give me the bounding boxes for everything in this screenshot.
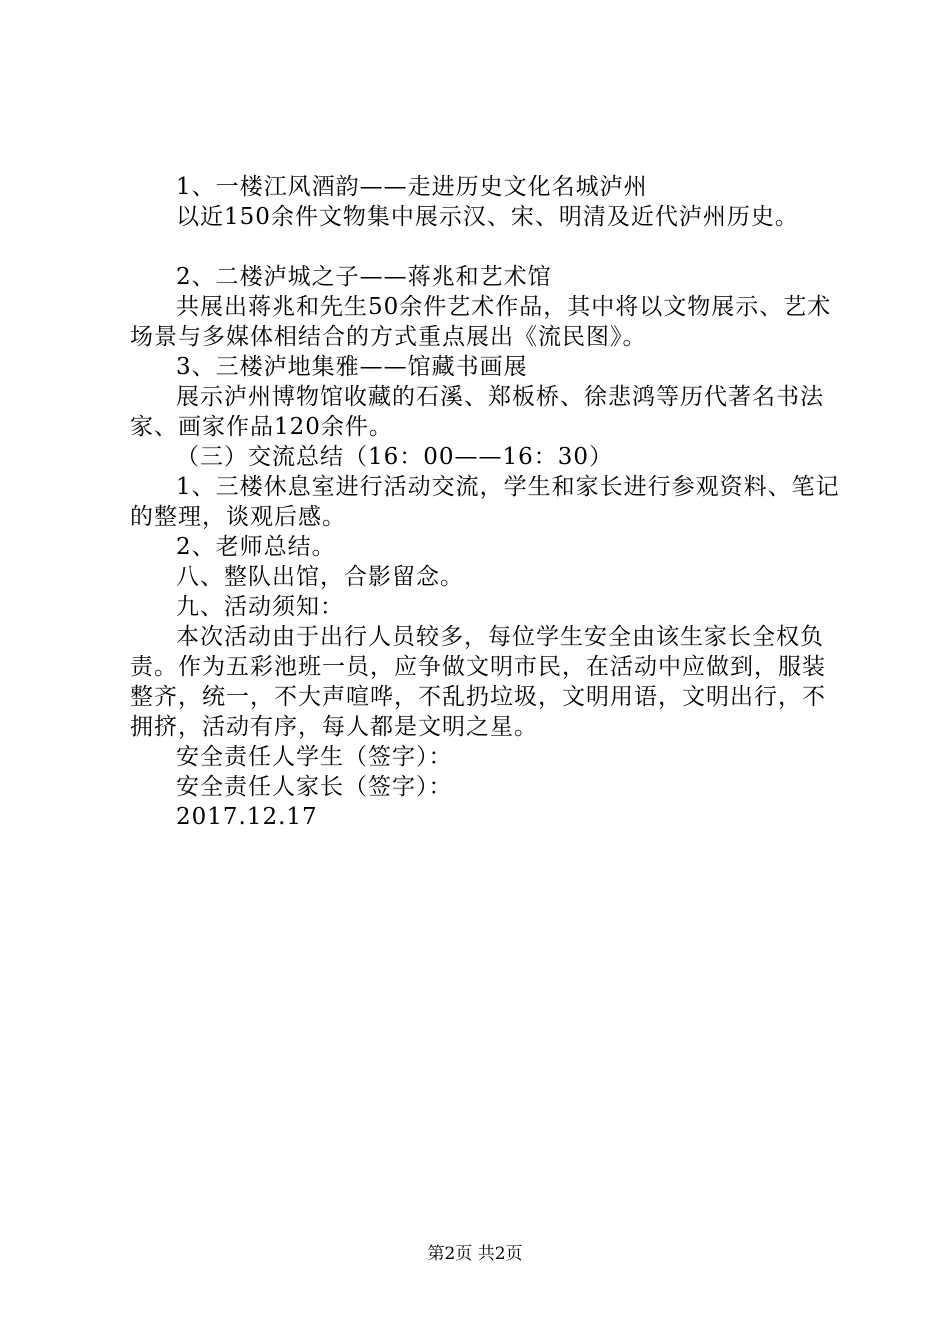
section-heading-floor-3: 3、三楼泸地集雅——馆藏书画展 (176, 354, 528, 380)
paragraph-floor-3-description: 展示泸州博物馆收藏的石溪、郑板桥、徐悲鸿等历代著名书法家、画家作品120余件。 (130, 384, 824, 440)
paragraph-activity-notice: 本次活动由于出行人员较多，每位学生安全由该生家长全权负责。作为五彩池班一员，应争做文明市民，在活动中应做到，服装整齐，统一，不大声喧哗，不乱扔垃圾，文明用语，文明出行，不拥挤，活动有序，每人都是文明之星。 (130, 624, 826, 740)
section-heading-floor-1: 1、一楼江风酒韵——走进历史文化名城泸州 (176, 174, 648, 200)
section-heading-eight: 八、整队出馆，合影留念。 (176, 564, 464, 590)
section-heading-floor-2: 2、二楼泸城之子——蒋兆和艺术馆 (176, 264, 552, 290)
paragraph-exchange-item-2: 2、老师总结。 (176, 534, 336, 560)
section-heading-exchange-summary: （三）交流总结（16：00——16：30） (176, 444, 614, 470)
parent-signature-line: 安全责任人家长（签字）： (176, 774, 453, 800)
page-number-label: 第2页 共2页 (427, 1244, 523, 1264)
paragraph-spacer (130, 232, 840, 262)
paragraph-exchange-item-1: 1、三楼休息室进行活动交流，学生和家长进行参观资料、笔记的整理，谈观后感。 (130, 474, 840, 530)
document-date: 2017.12.17 (176, 804, 318, 830)
document-body (130, 172, 840, 832)
student-signature-line: 安全责任人学生（签字）： (176, 744, 453, 770)
paragraph-floor-2-description: 共展出蒋兆和先生50余件艺术作品，其中将以文物展示、艺术场景与多媒体相结合的方式重点展出《流民图》。 (130, 294, 832, 350)
paragraph-floor-1-description: 以近150余件文物集中展示汉、宋、明清及近代泸州历史。 (176, 204, 799, 230)
page-footer (0, 1243, 950, 1265)
section-heading-nine: 九、活动须知： (176, 594, 344, 620)
